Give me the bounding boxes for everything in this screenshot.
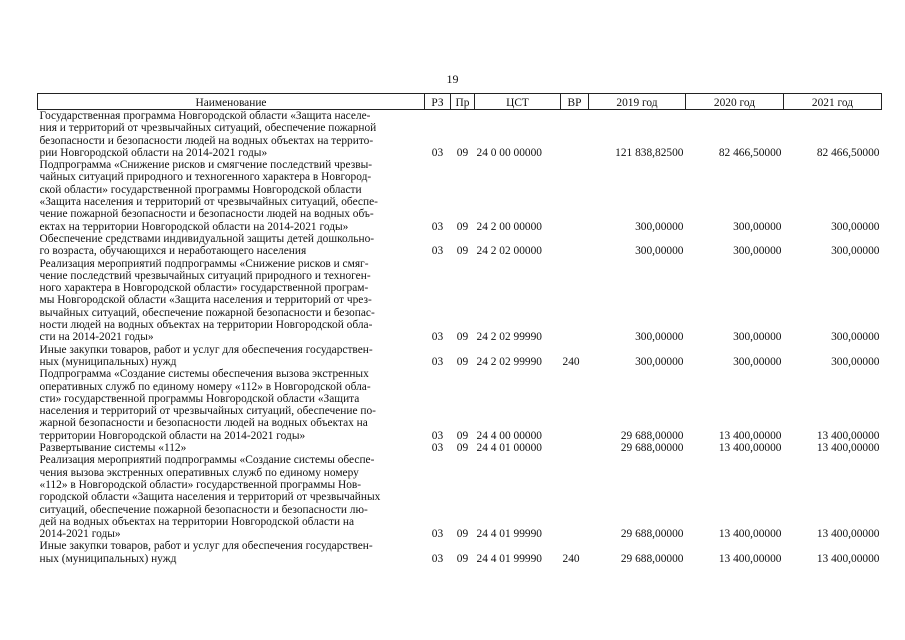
header-2021: 2021 год [784, 94, 882, 110]
row-amount-2020: 13 400,00000 [718, 442, 782, 455]
row-amount-2019: 29 688,00000 [620, 442, 684, 455]
header-pr: Пр [451, 94, 475, 110]
row-name-line: чение пожарной безопасности и безопасности людей на водных объ- [39, 208, 374, 221]
row-amount-2020: 300,00000 [733, 331, 782, 344]
table-body [38, 110, 882, 565]
row-name-line: Реализация мероприятий подпрограммы «Создание системы обеспе- [39, 454, 375, 467]
row-pr: 09 [456, 552, 469, 565]
row-name-line: рии Новгородской области на 2014-2021 годы» [39, 146, 268, 159]
row-name-line: оперативных служб по единому номеру «112» в Новгородской обла- [39, 380, 371, 393]
row-name-line: населения и территорий от чрезвычайных ситуаций, обеспечение по- [39, 405, 376, 418]
row-amount-2021: 13 400,00000 [816, 552, 880, 565]
row-rz: 03 [431, 442, 444, 455]
row-rz: 03 [431, 331, 444, 344]
row-name-line: Реализация мероприятий подпрограммы «Снижение рисков и смяг- [39, 257, 369, 270]
row-cst: 24 0 00 00000 [476, 146, 542, 159]
row-name-line: Развертывание системы «112» [39, 442, 187, 455]
header-name: Наименование [38, 94, 425, 110]
row-name-line: ситуаций, обеспечение пожарной безопасности и безопасности лю- [39, 503, 368, 516]
row-pr: 09 [456, 528, 469, 541]
row-pr: 09 [456, 331, 469, 344]
row-name-line: сти» государственной программы Новгородской области «Защита [39, 392, 360, 405]
row-vr [561, 442, 589, 454]
row-rz: 03 [431, 552, 444, 565]
row-pr: 09 [456, 245, 469, 258]
row-amount-2019: 300,00000 [635, 220, 684, 233]
row-name-line: безопасности и безопасности людей на водных объектах на террито- [39, 134, 374, 147]
row-cst: 24 4 01 00000 [476, 442, 542, 455]
row-pr: 09 [456, 442, 469, 455]
row-amount-2020: 300,00000 [733, 245, 782, 258]
row-rz: 03 [431, 146, 444, 159]
row-vr [561, 258, 589, 344]
row-name-line: ного характера в Новгородской области» государственной програм- [39, 282, 369, 295]
row-vr: 240 [562, 355, 580, 368]
row-name-line: го возраста, обучающихся и неработающего населения [39, 245, 307, 258]
budget-table [37, 93, 882, 565]
row-name-line: жарной безопасности и безопасности людей на водных объектах на [39, 417, 368, 430]
row-name-line: ектах на территории Новгородской области на 2014-2021 годы» [39, 220, 349, 233]
row-name-line: Подпрограмма «Создание системы обеспечения вызова экстренных [39, 368, 369, 381]
row-cst: 24 2 02 00000 [476, 245, 542, 258]
row-pr: 09 [456, 146, 469, 159]
row-cst: 24 4 01 99990 [476, 528, 542, 541]
row-name-line: ных (муниципальных) нужд [39, 355, 177, 368]
table-row [38, 540, 882, 565]
row-amount-2021: 300,00000 [831, 245, 880, 258]
row-name-line: Иные закупки товаров, работ и услуг для обеспечения государствен- [39, 540, 373, 553]
row-amount-2020: 300,00000 [733, 220, 782, 233]
row-amount-2019: 29 688,00000 [620, 429, 684, 442]
table-row [38, 110, 882, 160]
row-cst: 24 2 00 00000 [476, 220, 542, 233]
header-2020: 2020 год [686, 94, 784, 110]
table-row [38, 368, 882, 442]
row-cst: 24 4 01 99990 [476, 552, 542, 565]
row-cst: 24 4 00 00000 [476, 429, 542, 442]
table-header [38, 94, 882, 110]
row-amount-2019: 300,00000 [635, 355, 684, 368]
row-amount-2021: 13 400,00000 [816, 528, 880, 541]
page-number: 19 [446, 72, 459, 86]
row-name-line: Подпрограмма «Снижение рисков и смягчение последствий чрезвы- [39, 159, 373, 172]
header-row [38, 94, 882, 110]
row-vr [561, 233, 589, 258]
row-name-cell [38, 159, 425, 233]
row-name-cell [38, 233, 425, 258]
row-rz: 03 [431, 220, 444, 233]
header-cst: ЦСТ [475, 94, 561, 110]
row-name-line: «112» в Новгородской области» государственной программы Нов- [39, 478, 362, 491]
row-cst: 24 2 02 99990 [476, 331, 542, 344]
row-amount-2019: 300,00000 [635, 331, 684, 344]
row-amount-2019: 29 688,00000 [620, 528, 684, 541]
row-name-line: ния и территорий от чрезвычайных ситуаций, обеспечение пожарной [39, 122, 377, 135]
row-amount-2019: 121 838,82500 [615, 146, 684, 159]
row-amount-2021: 300,00000 [831, 331, 880, 344]
row-amount-2021: 13 400,00000 [816, 442, 880, 455]
row-name-line: ности людей на водных объектах на территории Новгородской обла- [39, 319, 373, 332]
row-name-line: сти на 2014-2021 годы» [39, 331, 154, 344]
row-pr: 09 [456, 355, 469, 368]
row-name-cell [38, 344, 425, 369]
row-name-line: мы Новгородской области «Защита населения и территорий от чрез- [39, 294, 372, 307]
row-amount-2020: 300,00000 [733, 355, 782, 368]
row-name-cell [38, 454, 425, 540]
table-row [38, 233, 882, 258]
row-name-line: чения вызова экстренных оперативных служб по единому номеру [39, 466, 359, 479]
row-name-line: дей на водных объектах на территории Новгородской области на [39, 515, 355, 528]
row-name-line: Иные закупки товаров, работ и услуг для обеспечения государствен- [39, 343, 373, 356]
row-amount-2019: 300,00000 [635, 245, 684, 258]
table-row [38, 344, 882, 369]
row-vr [561, 110, 589, 160]
row-name-cell [38, 110, 425, 160]
row-name-cell [38, 540, 425, 565]
table-row [38, 454, 882, 540]
row-pr: 09 [456, 429, 469, 442]
row-name-cell [38, 442, 425, 454]
row-name-line: чение последствий чрезвычайных ситуаций природного и техноген- [39, 269, 371, 282]
row-rz: 03 [431, 429, 444, 442]
row-amount-2020: 13 400,00000 [718, 528, 782, 541]
header-rz: РЗ [425, 94, 451, 110]
row-vr [561, 368, 589, 442]
row-name-line: Государственная программа Новгородской области «Защита населе- [39, 110, 371, 122]
row-amount-2020: 13 400,00000 [718, 429, 782, 442]
header-vr: ВР [561, 94, 589, 110]
table-row [38, 442, 882, 454]
row-pr: 09 [456, 220, 469, 233]
row-rz: 03 [431, 245, 444, 258]
row-amount-2020: 82 466,50000 [718, 146, 782, 159]
row-name-line: ской области» государственной программы Новгородской области [39, 183, 362, 196]
row-rz: 03 [431, 355, 444, 368]
row-name-line: ных (муниципальных) нужд [39, 552, 177, 565]
header-2019: 2019 год [589, 94, 686, 110]
row-amount-2021: 13 400,00000 [816, 429, 880, 442]
table-row [38, 159, 882, 233]
row-amount-2020: 13 400,00000 [718, 552, 782, 565]
row-name-cell [38, 258, 425, 344]
table-row [38, 258, 882, 344]
row-amount-2021: 82 466,50000 [816, 146, 880, 159]
row-vr [561, 454, 589, 540]
row-name-line: городской области «Защита населения и территорий от чрезвычайных [39, 491, 381, 504]
row-amount-2019: 29 688,00000 [620, 552, 684, 565]
row-cst: 24 2 02 99990 [476, 355, 542, 368]
row-name-line: территории Новгородской области на 2014-2021 годы» [39, 429, 306, 442]
row-vr [561, 159, 589, 233]
row-name-line: «Защита населения и территорий от чрезвычайных ситуаций, обеспе- [39, 196, 378, 209]
row-name-line: вычайных ситуаций, обеспечение пожарной безопасности и безопас- [39, 306, 375, 319]
row-name-cell [38, 368, 425, 442]
row-amount-2021: 300,00000 [831, 355, 880, 368]
row-rz: 03 [431, 528, 444, 541]
row-name-line: чайных ситуаций природного и техногенного характера в Новгород- [39, 171, 372, 184]
row-amount-2021: 300,00000 [831, 220, 880, 233]
row-vr: 240 [562, 552, 580, 565]
row-name-line: Обеспечение средствами индивидуальной защиты детей дошкольно- [39, 232, 375, 245]
row-name-line: 2014-2021 годы» [39, 528, 121, 541]
